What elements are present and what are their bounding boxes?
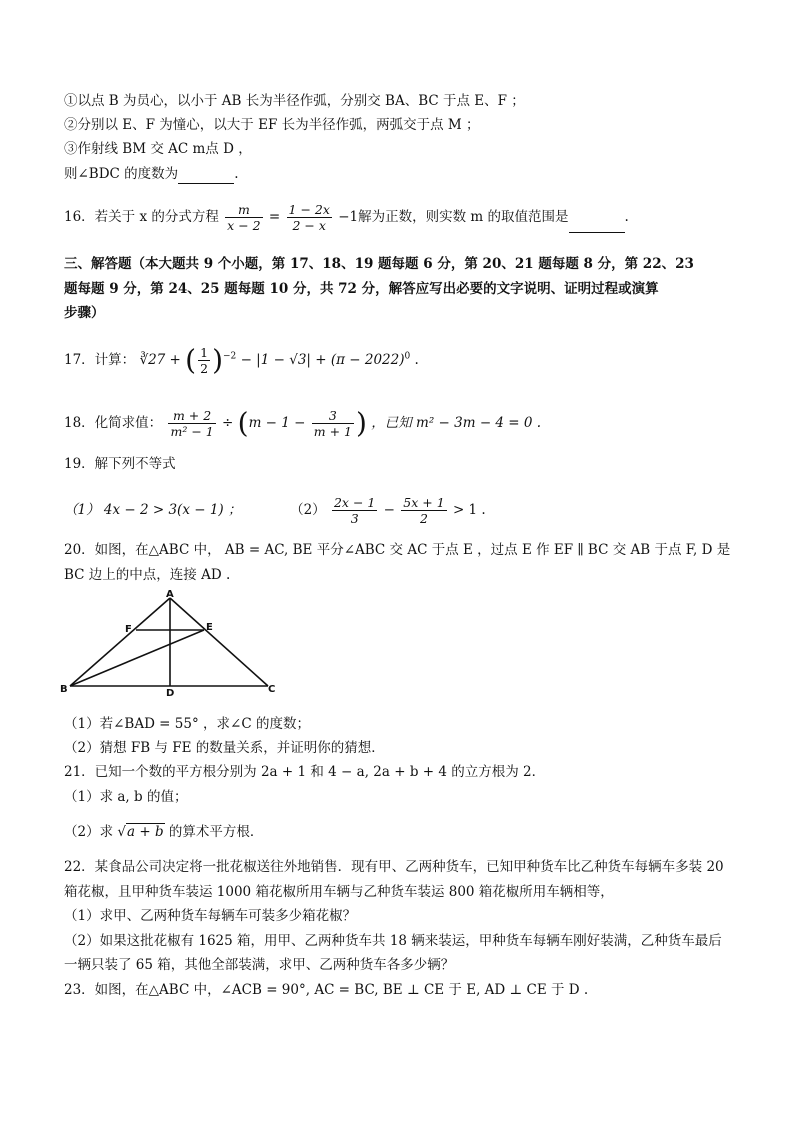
q21-sub2: （2）求 √a + b 的算术平方根． (64, 824, 264, 840)
label-D: D (166, 688, 175, 699)
q20-sub1: （1）若∠BAD = 55° ，求∠C 的度数； (64, 716, 310, 732)
answer-blank (569, 218, 625, 233)
q22-line2: 箱花椒，且甲种货车装运 1000 箱花椒所用车辆与乙种货车装运 800 箱花椒所用车辆相等， (64, 884, 614, 900)
q18-fraction-2: $\frac{3}{m + 1}$ (313, 408, 352, 439)
q20-line1: 20．如图，在△ABC 中， AB = AC, BE 平分∠ABC 交 AC 于点 E ，过点 E 作 EF ∥ BC 交 AB 于点 F, D 是 (64, 542, 731, 558)
q15-ask: 则∠BDC 的度数为 . (64, 166, 239, 182)
q18-fraction-1: $\frac{m + 2}{\text{m² − 1}}$ (170, 408, 214, 439)
label-C: C (268, 684, 276, 695)
q15-step2: ②分别以 E、F 为憧心，以大于 EF 长为半径作弧，两弧交于点 M ； (64, 117, 480, 133)
q17-fraction: $\frac{1}{2}$ (200, 345, 209, 376)
section-header-line2: 题每题 9 分，第 24、25 题每题 10 分，共 72 分，解答应写出必要的文字说明、证明过程或演算 (64, 281, 659, 297)
q23-line1: 23．如图，在△ABC 中，∠ACB = 90°, AC = BC, BE ⊥ CE 于 E, AD ⊥ CE 于 D . (64, 982, 589, 998)
q22-sub2a: （2）如果这批花椒有 1625 箱，用甲、乙两种货车共 18 辆来装运，甲种货车每辆车刚好装满，乙种货车最后 (64, 933, 722, 949)
q22-sub1: （1）求甲、乙两种货车每辆车可装多少箱花椒？ (64, 908, 357, 924)
q20-triangle-diagram (60, 588, 290, 700)
q15-step1: ①以点 B 为员心，以小于 AB 长为半径作弧，分别交 BA、BC 于点 E、F ； (64, 93, 525, 109)
q17: 17．计算： ∛27 + ( $\frac{1}{2}$ )$^{-2} - |1 - √3| + (\pi - 2022)^0$ . (64, 343, 419, 377)
q19-title: 19．解下列不等式 (64, 456, 176, 472)
section-header-line1: 三、解答题（本大题共 9 个小题，第 17、18、19 题每题 6 分，第 20、21 题每题 8 分，第 22、23 (64, 256, 694, 272)
q21-line1: 21．已知一个数的平方根分别为 2a + 1 和 4 − a, 2a + b + 4 的立方根为 2． (64, 764, 546, 780)
q16-fraction-1: $\frac{m}{x - 2}$ (227, 202, 261, 233)
q19-fraction-1: $\frac{2x - 1}{3}$ (333, 495, 376, 526)
q21-sub1: （1）求 a, b 的值； (64, 789, 188, 805)
answer-blank (178, 169, 234, 184)
q20-sub2: （2）猜想 FB 与 FE 的数量关系，并证明你的猜想． (64, 740, 385, 756)
label-E: E (206, 622, 213, 633)
q20-line2: BC 边上的中点，连接 AD . (64, 567, 231, 583)
q16-fraction-2: $\frac{1 - 2x}{2 - x}$ (288, 202, 330, 233)
label-B: B (60, 684, 68, 695)
q19-parts: （1） 4x − 2 > 3(x − 1) ； （2） $\frac{2x - 1}{3}$ − $\frac{5x + 1}{2}$ > 1 . (64, 495, 486, 526)
label-F: F (125, 624, 132, 635)
q22-sub2b: 一辆只装了 65 箱，其他全部装满，求甲、乙两种货车各多少辆？ (64, 957, 455, 973)
label-A: A (166, 589, 174, 600)
q16: 16．若关于 x 的分式方程 $\frac{m}{x - 2}$ = $\frac{1 - 2x}{2 - x}$ −1解为正数，则实数 m 的取值范围是 . (64, 202, 629, 233)
section-header-line3: 步骤） (64, 305, 105, 321)
q18: 18．化简求值： $\frac{m + 2}{\text{m² − 1}}$ ÷ (m − 1 − $\frac{3}{m + 1}$ ) ，已知 m² − 3m − 4 = 0 . (64, 406, 542, 440)
q19-fraction-2: $\frac{5x + 1}{2}$ (403, 495, 445, 526)
q15-step3: ③作射线 BM 交 AC m点 D ， (64, 141, 252, 157)
q22-line1: 22．某食品公司决定将一批花椒送往外地销售．现有甲、乙两种货车，已知甲种货车比乙种货车每辆车多装 20 (64, 859, 724, 875)
